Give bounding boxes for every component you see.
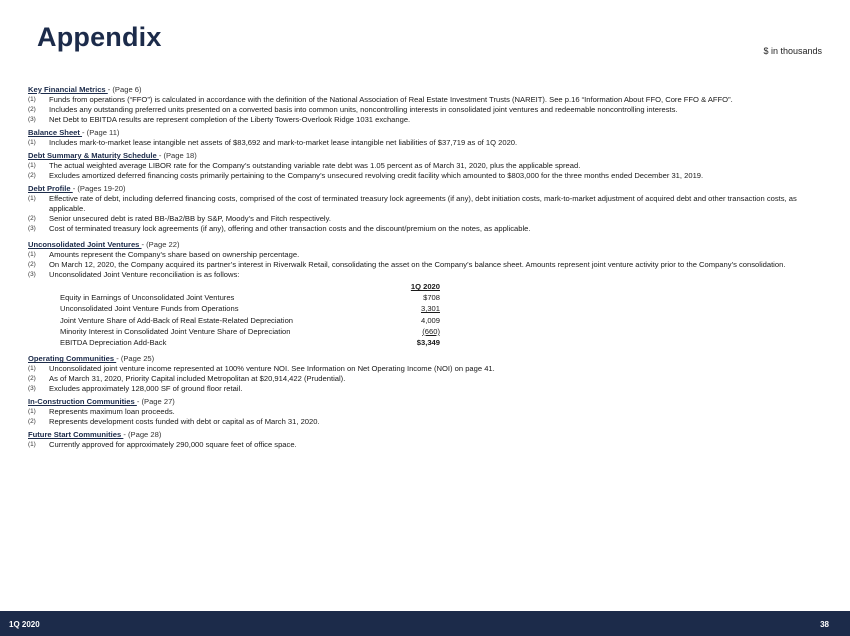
section-key-financial-metrics bbox=[28, 85, 823, 125]
units-label: $ in thousands bbox=[763, 46, 822, 56]
footnote-text: Unconsolidated Joint Venture reconciliation is as follows: bbox=[49, 270, 240, 279]
section-page-ref: - (Page 18) bbox=[158, 151, 197, 160]
footnote-number: (1) bbox=[28, 441, 36, 449]
section-balance-sheet bbox=[28, 128, 823, 148]
footnote bbox=[28, 105, 823, 115]
section-heading bbox=[28, 240, 823, 250]
section-heading bbox=[28, 430, 823, 440]
section-debt-profile bbox=[28, 184, 823, 234]
footnote-number: (1) bbox=[28, 408, 36, 416]
table-row bbox=[60, 303, 440, 314]
row-label: Joint Venture Share of Add-Back of Real Estate-Related Depreciation bbox=[60, 315, 294, 325]
section-page-ref: - (Page 27) bbox=[136, 397, 175, 407]
row-value-text: 3,301 bbox=[420, 304, 440, 314]
section-page-ref: - (Page 22) bbox=[141, 240, 180, 249]
footnote bbox=[28, 161, 823, 171]
row-value: 4,009 bbox=[420, 315, 440, 325]
footnote bbox=[28, 138, 823, 148]
row-value-text: (660) bbox=[422, 326, 440, 336]
footnote-text: Amounts represent the Company’s share based on ownership percentage. bbox=[49, 250, 300, 259]
footnote bbox=[28, 260, 823, 270]
footnote-number: (3) bbox=[28, 385, 36, 393]
footnote bbox=[28, 364, 823, 374]
footnote-text: Currently approved for approximately 290,000 square feet of office space. bbox=[49, 440, 297, 450]
footnote-text: Net Debt to EBITDA results are represent completion of the Liberty Towers-Overlook Ridge 1031 exchange. bbox=[49, 115, 411, 124]
jv-reconciliation-table bbox=[60, 282, 440, 348]
footnote bbox=[28, 194, 823, 214]
table-row bbox=[60, 315, 440, 326]
footnote-text: Excludes amortized deferred financing costs primarily pertaining to the Company’s unsecured revolving credit facility which amounted to $803,000 for the three months ended December 31, 2019. bbox=[49, 171, 704, 180]
section-title: Operating Communities bbox=[28, 354, 117, 364]
section-title: In-Construction Communities bbox=[28, 397, 137, 407]
row-label: EBITDA Depreciation Add-Back bbox=[60, 338, 167, 348]
footnote-number: (1) bbox=[28, 139, 36, 146]
row-label: Equity in Earnings of Unconsolidated Joint Ventures bbox=[60, 293, 235, 302]
footnote bbox=[28, 250, 823, 260]
footnote bbox=[28, 214, 823, 224]
footnote-text: Unconsolidated joint venture income represented at 100% venture NOI. See Information on Net Operating Income (NOI) on page 41. bbox=[49, 364, 495, 374]
table-header bbox=[60, 282, 440, 292]
footnote bbox=[28, 224, 823, 234]
section-title: Debt Summary & Maturity Schedule bbox=[28, 151, 159, 160]
footnote-number: (2) bbox=[28, 215, 36, 222]
footnote-text: Includes mark-to-market lease intangible net assets of $83,692 and mark-to-market lease intangible net liabilities of $37,719 as of 1Q 2020. bbox=[49, 138, 518, 147]
section-page-ref: - (Page 25) bbox=[116, 354, 155, 364]
row-label: Minority Interest in Consolidated Joint Venture Share of Depreciation bbox=[60, 326, 291, 336]
footnote bbox=[28, 270, 823, 280]
footnote-text: The actual weighted average LIBOR rate for the Company’s outstanding variable rate debt was 1.05 percent as of March 31, 2020, plus the applicable spread. bbox=[49, 161, 581, 170]
footnote-text: Represents development costs funded with debt or capital as of March 31, 2020. bbox=[49, 417, 320, 427]
table-row bbox=[60, 326, 440, 337]
footnote-number: (1) bbox=[28, 162, 36, 169]
footnote bbox=[28, 384, 823, 394]
row-label: Unconsolidated Joint Venture Funds from Operations bbox=[60, 304, 239, 314]
section-page-ref: - (Page 28) bbox=[123, 430, 162, 440]
section-page-ref: - (Page 6) bbox=[107, 85, 142, 94]
section-heading bbox=[28, 85, 823, 95]
section-operating-communities bbox=[28, 354, 823, 394]
page-title: Appendix bbox=[37, 22, 162, 52]
footnote-number: (1) bbox=[28, 251, 36, 258]
page-number: 38 bbox=[820, 620, 829, 629]
footnote-text: Includes any outstanding preferred units presented on a converted basis into common units, noncontrolling interests in consolidated joint ventures and redeemable noncontrolling interests. bbox=[49, 105, 678, 114]
footnote-text: Represents maximum loan proceeds. bbox=[49, 407, 175, 417]
footnote-text: On March 12, 2020, the Company acquired its partner’s interest in Riverwalk Retail, consolidating the asset on the Company’s balance sheet. Amounts represent joint venture activity prior to the Company’s consolidation. bbox=[49, 260, 786, 269]
section-in-construction-communities bbox=[28, 397, 823, 427]
section-debt-summary bbox=[28, 151, 823, 181]
footnote-text: Cost of terminated treasury lock agreements (if any), offering and other transaction costs and the discount/premium on the notes, as applicable. bbox=[49, 224, 531, 233]
section-future-start-communities bbox=[28, 430, 823, 450]
table-row bbox=[60, 292, 440, 303]
section-heading bbox=[28, 128, 823, 138]
footnote bbox=[28, 115, 823, 125]
section-title: Key Financial Metrics bbox=[28, 85, 108, 94]
appendix-notes bbox=[28, 82, 823, 450]
section-title: Future Start Communities bbox=[28, 430, 124, 440]
section-heading bbox=[28, 184, 823, 194]
footnote-number: (2) bbox=[28, 261, 36, 268]
footer-period: 1Q 2020 bbox=[9, 620, 40, 629]
footnote-text: Effective rate of debt, including deferred financing costs, comprised of the cost of terminated treasury lock agreements (if any), debt initiation costs, mark-to-market adjustment of acquired debt and other transaction costs, as applicable. bbox=[49, 194, 797, 213]
section-unconsolidated-joint-ventures bbox=[28, 240, 823, 348]
row-value bbox=[380, 303, 440, 314]
footnote bbox=[28, 95, 823, 105]
footnote-number: (3) bbox=[28, 116, 36, 123]
section-heading bbox=[28, 397, 823, 407]
footnote bbox=[28, 407, 823, 417]
footnote-number: (1) bbox=[28, 365, 36, 373]
footnote-number: (2) bbox=[28, 418, 36, 426]
footnote-number: (2) bbox=[28, 172, 36, 179]
footnote-number: (3) bbox=[28, 271, 36, 278]
row-value: $708 bbox=[423, 293, 440, 302]
footnote bbox=[28, 374, 823, 384]
section-title: Balance Sheet bbox=[28, 128, 83, 137]
footnote-text: Senior unsecured debt is rated BB-/Ba2/BB by S&P, Moody’s and Fitch respectively. bbox=[49, 214, 331, 223]
footnote-number: (1) bbox=[28, 195, 36, 202]
column-header: 1Q 2020 bbox=[410, 282, 440, 291]
footnote-text: Excludes approximately 128,000 SF of ground floor retail. bbox=[49, 384, 243, 394]
row-value bbox=[380, 326, 440, 337]
footnote-text: Funds from operations (“FFO”) is calculated in accordance with the definition of the National Association of Real Estate Investment Trusts (NAREIT). See p.16 “Information About FFO, Core FFO & AFFO”. bbox=[49, 95, 733, 104]
footnote-number: (2) bbox=[28, 375, 36, 383]
section-heading bbox=[28, 354, 823, 364]
footnote-number: (3) bbox=[28, 225, 36, 232]
row-value: $3,349 bbox=[416, 338, 440, 348]
section-page-ref: - (Pages 19-20) bbox=[72, 184, 126, 193]
footnote bbox=[28, 417, 823, 427]
section-title: Unconsolidated Joint Ventures bbox=[28, 240, 142, 249]
section-title: Debt Profile bbox=[28, 184, 73, 193]
footnote-number: (2) bbox=[28, 106, 36, 113]
section-page-ref: - (Page 11) bbox=[82, 128, 120, 137]
footnote-text: As of March 31, 2020, Priority Capital included Metropolitan at $20,914,422 (Prudential). bbox=[49, 374, 346, 384]
section-heading bbox=[28, 151, 823, 161]
table-row-total bbox=[60, 337, 440, 348]
footnote-number: (1) bbox=[28, 96, 36, 103]
footnote bbox=[28, 440, 823, 450]
footer-bar bbox=[0, 611, 850, 636]
footnote bbox=[28, 171, 823, 181]
